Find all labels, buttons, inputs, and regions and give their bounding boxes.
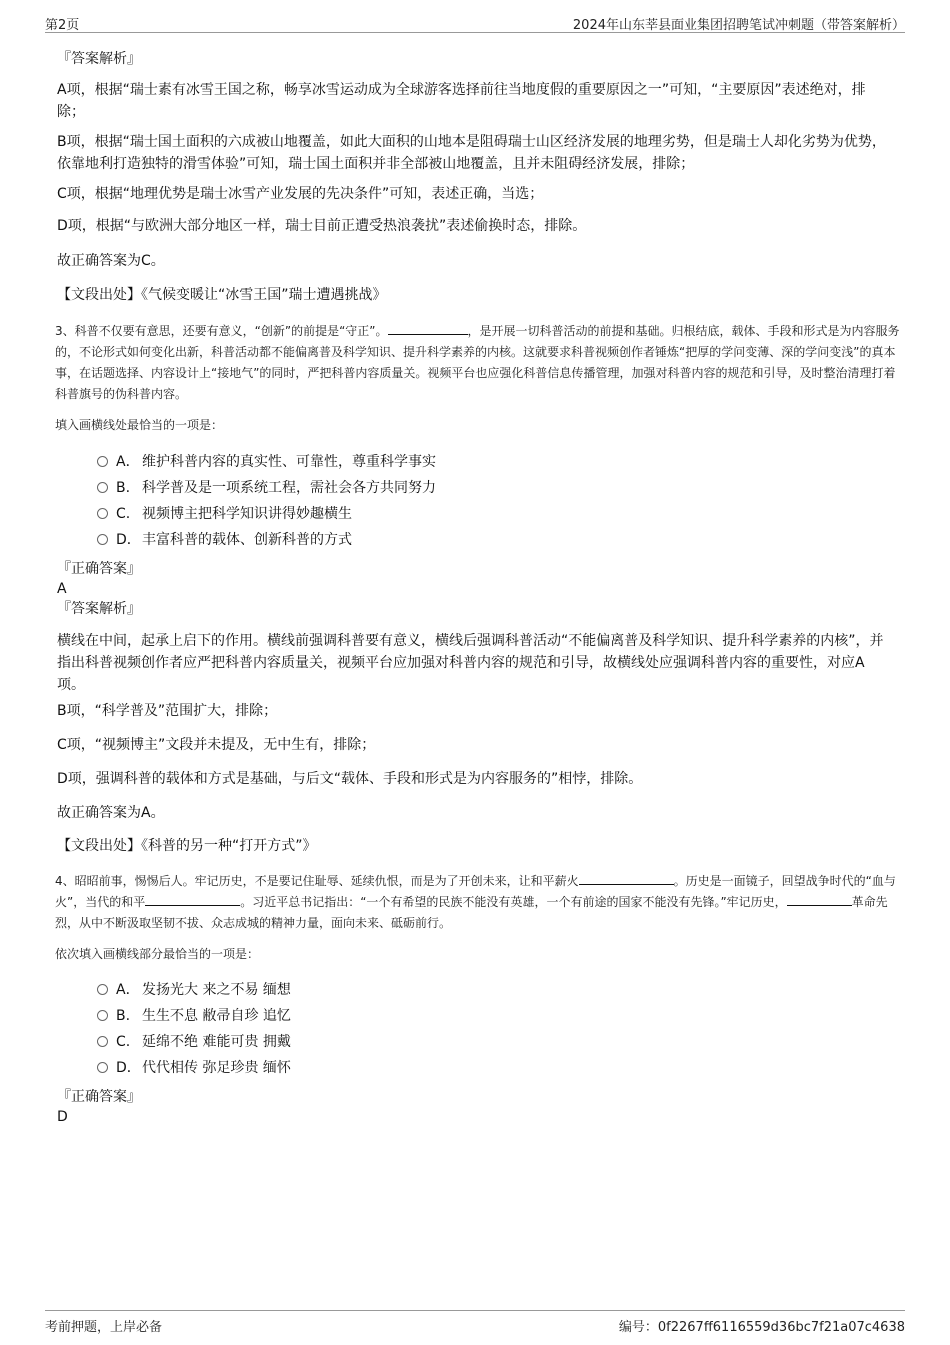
page-number: 第2页 (45, 18, 80, 33)
fill-blank (388, 322, 468, 335)
option-a[interactable]: A． 维护科普内容的真实性、可靠性，尊重科学事实 (97, 452, 436, 472)
document-title: 2024年山东莘县面业集团招聘笔试冲刺题（带答案解析） (572, 18, 905, 33)
option-c[interactable]: C. 延绵不绝 难能可贵 拥戴 (97, 1032, 291, 1052)
radio-icon[interactable] (97, 984, 108, 995)
option-c[interactable]: C. 视频博主把科学知识讲得妙趣横生 (97, 504, 352, 524)
page-header (45, 10, 905, 33)
analysis-paragraph: D项，根据“与欧洲大部分地区一样，瑞士目前正遭受热浪袭扰”表述偷换时态，排除。 (57, 218, 587, 234)
question-prompt: 填入画横线处最恰当的一项是： (55, 418, 224, 432)
correct-answer-label: 『正确答案』 (57, 561, 141, 577)
option-b[interactable]: B. 科学普及是一项系统工程，需社会各方共同努力 (97, 478, 436, 498)
document-code: 编号：0f2267ff6116559d36bc7f21a07c4638 (618, 1320, 905, 1335)
analysis-paragraph: 横线在中间，起承上启下的作用。横线前强调科普要有意义，横线后强调科普活动“不能偏离普及科学知识、提升科学素养的内核”，并指出科普视频创作者应严把科普内容质量关，视频平台应加强对科普内容的规范和引导，故横线处应强调科普内容的重要性，对应A项。 (57, 633, 884, 693)
correct-answer: A (57, 581, 67, 597)
option-a[interactable]: A． 发扬光大 来之不易 缅想 (97, 980, 291, 1000)
page-footer (45, 1310, 905, 1335)
radio-icon[interactable] (97, 1062, 108, 1073)
radio-icon[interactable] (97, 456, 108, 467)
question-stem: 3、科普不仅要有意思，还要有意义，“创新”的前提是“守正”。 ，是开展一切科普活动的前提和基础。归根结底，载体、手段和形式是为内容服务的，不论形式如何变化出新，科普活动都不能偏离普及科学知识、提升科学素养的内核。这就要求科普视频创作者锤炼“把厚的学问变薄、深的学问变浅”的真本事，在话题选择、内容设计上“接地气”的同时，严把科普内容质量关。视频平台也应强化科普信息传播管理，加强对科普内容的规范和引导，及时整治清理打着科普旗号的伪科普内容。 (55, 324, 900, 401)
radio-icon[interactable] (97, 1010, 108, 1021)
option-d[interactable]: D．代代相传 弥足珍贵 缅怀 (97, 1058, 291, 1078)
question-prompt: 依次填入画横线部分最恰当的一项是： (55, 947, 260, 961)
option-d[interactable]: D．丰富科普的载体、创新科普的方式 (97, 530, 352, 550)
analysis-paragraph: B项，“科学普及”范围扩大，排除； (57, 703, 278, 719)
correct-answer-label: 『正确答案』 (57, 1089, 141, 1105)
fill-blank (145, 893, 240, 906)
analysis-paragraph: D项，强调科普的载体和方式是基础，与后文“载体、手段和形式是为内容服务的”相悖，排除。 (57, 771, 643, 787)
fill-blank (579, 872, 674, 885)
analysis-paragraph: C项，根据“地理优势是瑞士冰雪产业发展的先决条件”可知，表述正确，当选； (57, 186, 544, 202)
analysis-label: 『答案解析』 (57, 601, 141, 617)
fill-blank (787, 893, 852, 906)
radio-icon[interactable] (97, 534, 108, 545)
analysis-label: 『答案解析』 (57, 51, 141, 67)
correct-answer: D (57, 1109, 68, 1125)
radio-icon[interactable] (97, 482, 108, 493)
analysis-paragraph: C项，“视频博主”文段并未提及，无中生有，排除； (57, 737, 376, 753)
radio-icon[interactable] (97, 1036, 108, 1047)
conclusion: 故正确答案为C。 (57, 253, 165, 269)
conclusion: 故正确答案为A。 (57, 805, 165, 821)
footer-slogan: 考前押题，上岸必备 (45, 1320, 163, 1335)
analysis-paragraph: A项，根据“瑞士素有冰雪王国之称，畅享冰雪运动成为全球游客选择前往当地度假的重要原因之一”可知，“主要原因”表述绝对，排除； (57, 82, 866, 120)
option-b[interactable]: B. 生生不息 敝帚自珍 追忆 (97, 1006, 291, 1026)
radio-icon[interactable] (97, 508, 108, 519)
question-stem: 4、昭昭前事，惕惕后人。牢记历史，不是要记住耻辱、延续仇恨，而是为了开创未来，让和平薪火 。历史是一面镜子，回望战争时代的“血与火”，当代的和平 。习近平总书记指出：“一个有希望的民族不能没有英雄，一个有前途的国家不能没有先锋。”牢记历史， 革命先烈，从中不断汲取坚韧不拔、众志成城的精神力量，面向未来、砥砺前行。 (55, 874, 896, 930)
analysis-paragraph: B项，根据“瑞士国土面积的六成被山地覆盖，如此大面积的山地本是阻碍瑞士山区经济发展的地理劣势，但是瑞士人却化劣势为优势，依靠地利打造独特的滑雪体验”可知，瑞士国土面积并非全部被山地覆盖，且并未阻碍经济发展，排除； (57, 134, 886, 172)
source-citation: 【文段出处】《气候变暖让“冰雪王国”瑞士遭遇挑战》 (57, 287, 387, 303)
source-citation: 【文段出处】《科普的另一种“打开方式”》 (57, 838, 317, 854)
